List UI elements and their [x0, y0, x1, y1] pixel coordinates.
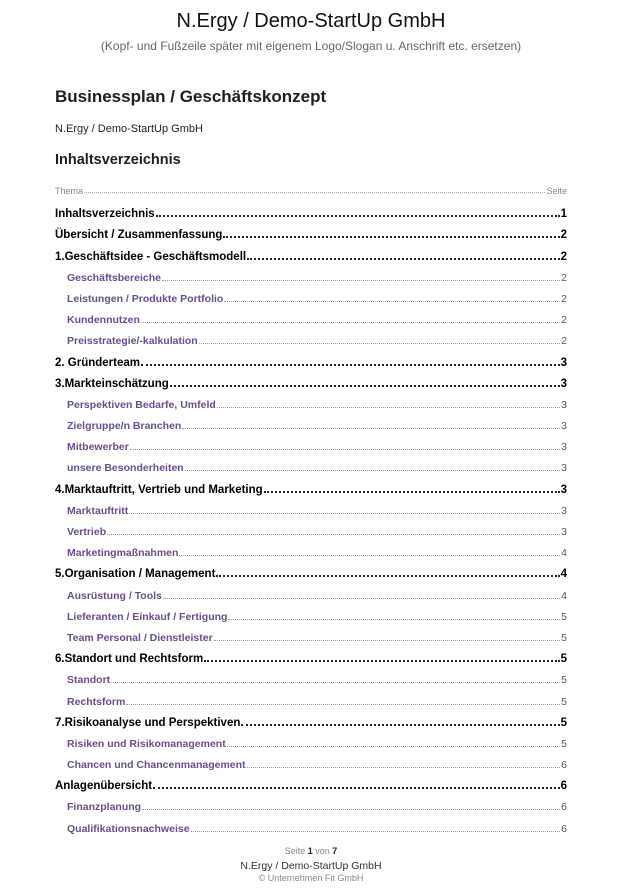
toc-heading: Inhaltsverzeichnis — [55, 152, 181, 168]
page-header — [0, 0, 622, 53]
toc-column-page: Seite — [546, 186, 567, 196]
toc-entry[interactable] — [55, 496, 567, 517]
toc-entry-title: Chancen und Chancenmanagement — [67, 759, 246, 772]
toc-entry[interactable] — [55, 623, 567, 644]
toc-entry-page: 3 — [561, 526, 567, 538]
toc-entry-page: 4 — [561, 547, 567, 560]
toc-entry[interactable] — [55, 813, 567, 834]
toc-leader-dots — [107, 524, 560, 535]
toc-entry-page: 2 — [561, 271, 567, 284]
toc-entry-title: Risiken und Risikomanagement — [67, 737, 226, 750]
toc-entry-page: 5 — [561, 674, 567, 687]
toc-leader-dots — [153, 777, 559, 789]
toc-entry[interactable] — [55, 538, 567, 559]
toc-leader-dots — [182, 418, 560, 429]
toc-entry[interactable] — [55, 369, 567, 390]
toc-entry-page: 1 — [560, 208, 567, 221]
page-footer — [0, 846, 622, 883]
toc-leader-dots — [179, 545, 560, 556]
toc-entry-title: Marktauftritt — [67, 504, 129, 517]
toc-entry[interactable] — [55, 453, 567, 474]
toc-entry-title: 2. Gründerteam — [55, 356, 140, 369]
toc-entry[interactable] — [55, 199, 567, 220]
toc-entry-page: 3 — [561, 462, 567, 475]
toc-entry-title: 4.Marktauftritt, Vertrieb und Marketing — [55, 483, 263, 496]
toc-entry[interactable] — [55, 474, 567, 495]
toc-entry-page: 2 — [560, 229, 567, 242]
toc-entry-page: 2 — [561, 314, 567, 327]
toc-entry-title: unsere Besonderheiten — [67, 462, 184, 475]
footer-copyright: © Unternehmen Fit GmbH — [258, 873, 364, 883]
toc-entry[interactable] — [55, 241, 567, 262]
toc-leader-dots — [214, 630, 560, 641]
toc-leader-dots — [223, 226, 559, 238]
toc-entry-page: 3 — [561, 398, 567, 411]
toc-leader-dots — [191, 821, 561, 832]
toc-entry-page: 6 — [561, 822, 567, 835]
toc-entry-page: 3 — [561, 420, 567, 433]
toc-leader-dots — [111, 672, 560, 683]
toc-entry[interactable] — [55, 284, 567, 305]
toc-leader-dots — [129, 503, 560, 514]
toc-leader-dots — [264, 481, 560, 493]
toc-entry-title: Geschäftsbereiche — [67, 271, 161, 284]
toc-entry-page: 5 — [560, 716, 567, 729]
toc-entry-title: Leistungen / Produkte Portfolio — [67, 292, 224, 305]
toc-entry[interactable] — [55, 708, 567, 729]
toc-entry[interactable] — [55, 326, 567, 347]
toc-entry-page: 3 — [561, 441, 567, 454]
toc-leader-dots — [199, 333, 560, 344]
toc-leader-dots — [247, 757, 561, 768]
toc-column-topic: Thema — [55, 186, 84, 196]
toc-entry-title: Kundennutzen — [67, 314, 140, 327]
toc-leader-dots — [156, 205, 560, 217]
toc-leader-dots — [228, 609, 560, 620]
toc-leader-dots — [217, 397, 560, 408]
toc-entries — [55, 199, 567, 835]
toc-entry-title: 1.Geschäftsidee - Geschäftsmodell — [55, 250, 247, 263]
toc-entry-page: 5 — [560, 653, 567, 666]
toc-entry[interactable] — [55, 305, 567, 326]
page-number — [0, 846, 622, 856]
toc-entry-page: 6 — [561, 801, 567, 814]
toc-entry-page: 2 — [560, 250, 567, 263]
toc-entry[interactable] — [55, 750, 567, 771]
page-current: 1 — [307, 846, 313, 856]
toc-leader-dots — [227, 736, 560, 747]
toc-entry-title: Ausrüstung / Tools — [67, 589, 162, 602]
toc-entry-page: 3 — [560, 483, 567, 496]
toc-entry-title: Marketingmaßnahmen — [67, 547, 179, 560]
toc-leader-dots — [216, 565, 559, 577]
toc-entry-page: 5 — [561, 610, 567, 623]
toc-entry[interactable] — [55, 644, 567, 665]
toc-entry-title: Anlagenübersicht — [55, 780, 153, 793]
toc-leader-dots — [141, 312, 560, 323]
toc-entry-title: Zielgruppe/n Branchen — [67, 420, 182, 433]
header-company-name: N.Ergy / Demo-StartUp GmbH — [176, 10, 446, 32]
toc-entry-page: 3 — [560, 356, 567, 369]
toc-entry-title: Übersicht / Zusammenfassung — [55, 229, 223, 242]
toc-entry[interactable] — [55, 602, 567, 623]
toc-entry-title: Perspektiven Bedarfe, Umfeld — [67, 398, 216, 411]
toc-column-header — [55, 182, 567, 196]
document-title: Businessplan / Geschäftskonzept — [55, 87, 327, 106]
toc-entry-title: Inhaltsverzeichnis — [55, 208, 155, 221]
toc-entry-page: 4 — [560, 568, 567, 581]
toc-entry-title: Lieferanten / Einkauf / Fertigung — [67, 610, 228, 623]
toc-entry-page: 6 — [561, 759, 567, 772]
toc-leader-dots — [204, 650, 559, 662]
toc-entry[interactable] — [55, 792, 567, 813]
toc-leader-dots — [162, 270, 560, 281]
toc-entry-title: Preisstrategie/-kalkulation — [67, 335, 198, 348]
page-of: von — [315, 846, 330, 856]
toc-entry[interactable] — [55, 220, 567, 241]
toc-entry[interactable] — [55, 580, 567, 601]
toc-leader-dots — [163, 588, 560, 599]
toc-entry[interactable] — [55, 263, 567, 284]
toc-leader-dots — [247, 248, 559, 260]
document-body — [55, 86, 567, 835]
toc-entry-title: 3.Markteinschätzung — [55, 377, 169, 390]
table-of-contents — [55, 182, 567, 835]
toc-entry[interactable] — [55, 665, 567, 686]
page-total: 7 — [332, 846, 338, 856]
toc-entry-page: 3 — [560, 377, 567, 390]
page-word: Seite — [284, 846, 306, 856]
header-subtitle: (Kopf- und Fußzeile später mit eigenem Logo/Slogan u. Anschrift etc. ersetzen) — [100, 39, 522, 53]
toc-entry[interactable] — [55, 729, 567, 750]
toc-entry-page: 5 — [561, 737, 567, 750]
toc-entry-page: 2 — [561, 335, 567, 348]
toc-entry-title: Finanzplanung — [67, 801, 142, 814]
toc-entry[interactable] — [55, 390, 567, 411]
toc-leader-dots — [224, 291, 560, 302]
toc-entry-title: 6.Standort und Rechtsform — [55, 653, 204, 666]
toc-entry-page: 4 — [561, 589, 567, 602]
toc-leader-dots — [185, 460, 560, 471]
toc-leader-dots — [130, 439, 560, 450]
toc-entry-title: 7.Risikoanalyse und Perspektiven — [55, 716, 241, 729]
toc-entry-title: Qualifikationsnachweise — [67, 822, 190, 835]
footer-company: N.Ergy / Demo-StartUp GmbH — [240, 860, 382, 872]
toc-leader-dots — [241, 714, 559, 726]
toc-entry-title: Mitbewerber — [67, 441, 129, 454]
toc-entry[interactable] — [55, 411, 567, 432]
toc-entry[interactable] — [55, 517, 567, 538]
toc-entry-title: Rechtsform — [67, 695, 126, 708]
toc-entry-page: 2 — [561, 292, 567, 305]
toc-entry-page: 5 — [561, 695, 567, 708]
toc-entry-page: 6 — [560, 780, 567, 793]
toc-leader-dots — [84, 192, 545, 193]
toc-entry-title: Team Personal / Dienstleister — [67, 631, 213, 644]
toc-entry-title: Vertrieb — [67, 526, 107, 538]
toc-entry-title: 5.Organisation / Management — [55, 568, 216, 581]
toc-entry-title: Standort — [67, 674, 111, 687]
toc-entry-page: 5 — [561, 631, 567, 644]
toc-entry[interactable] — [55, 771, 567, 792]
toc-entry[interactable] — [55, 686, 567, 707]
toc-leader-dots — [141, 354, 560, 366]
toc-leader-dots — [142, 799, 560, 810]
toc-leader-dots — [170, 375, 560, 387]
toc-entry[interactable] — [55, 559, 567, 580]
toc-leader-dots — [126, 694, 560, 705]
document-author: N.Ergy / Demo-StartUp GmbH — [55, 123, 203, 135]
toc-entry-page: 3 — [561, 504, 567, 517]
toc-entry[interactable] — [55, 347, 567, 368]
toc-entry[interactable] — [55, 432, 567, 453]
